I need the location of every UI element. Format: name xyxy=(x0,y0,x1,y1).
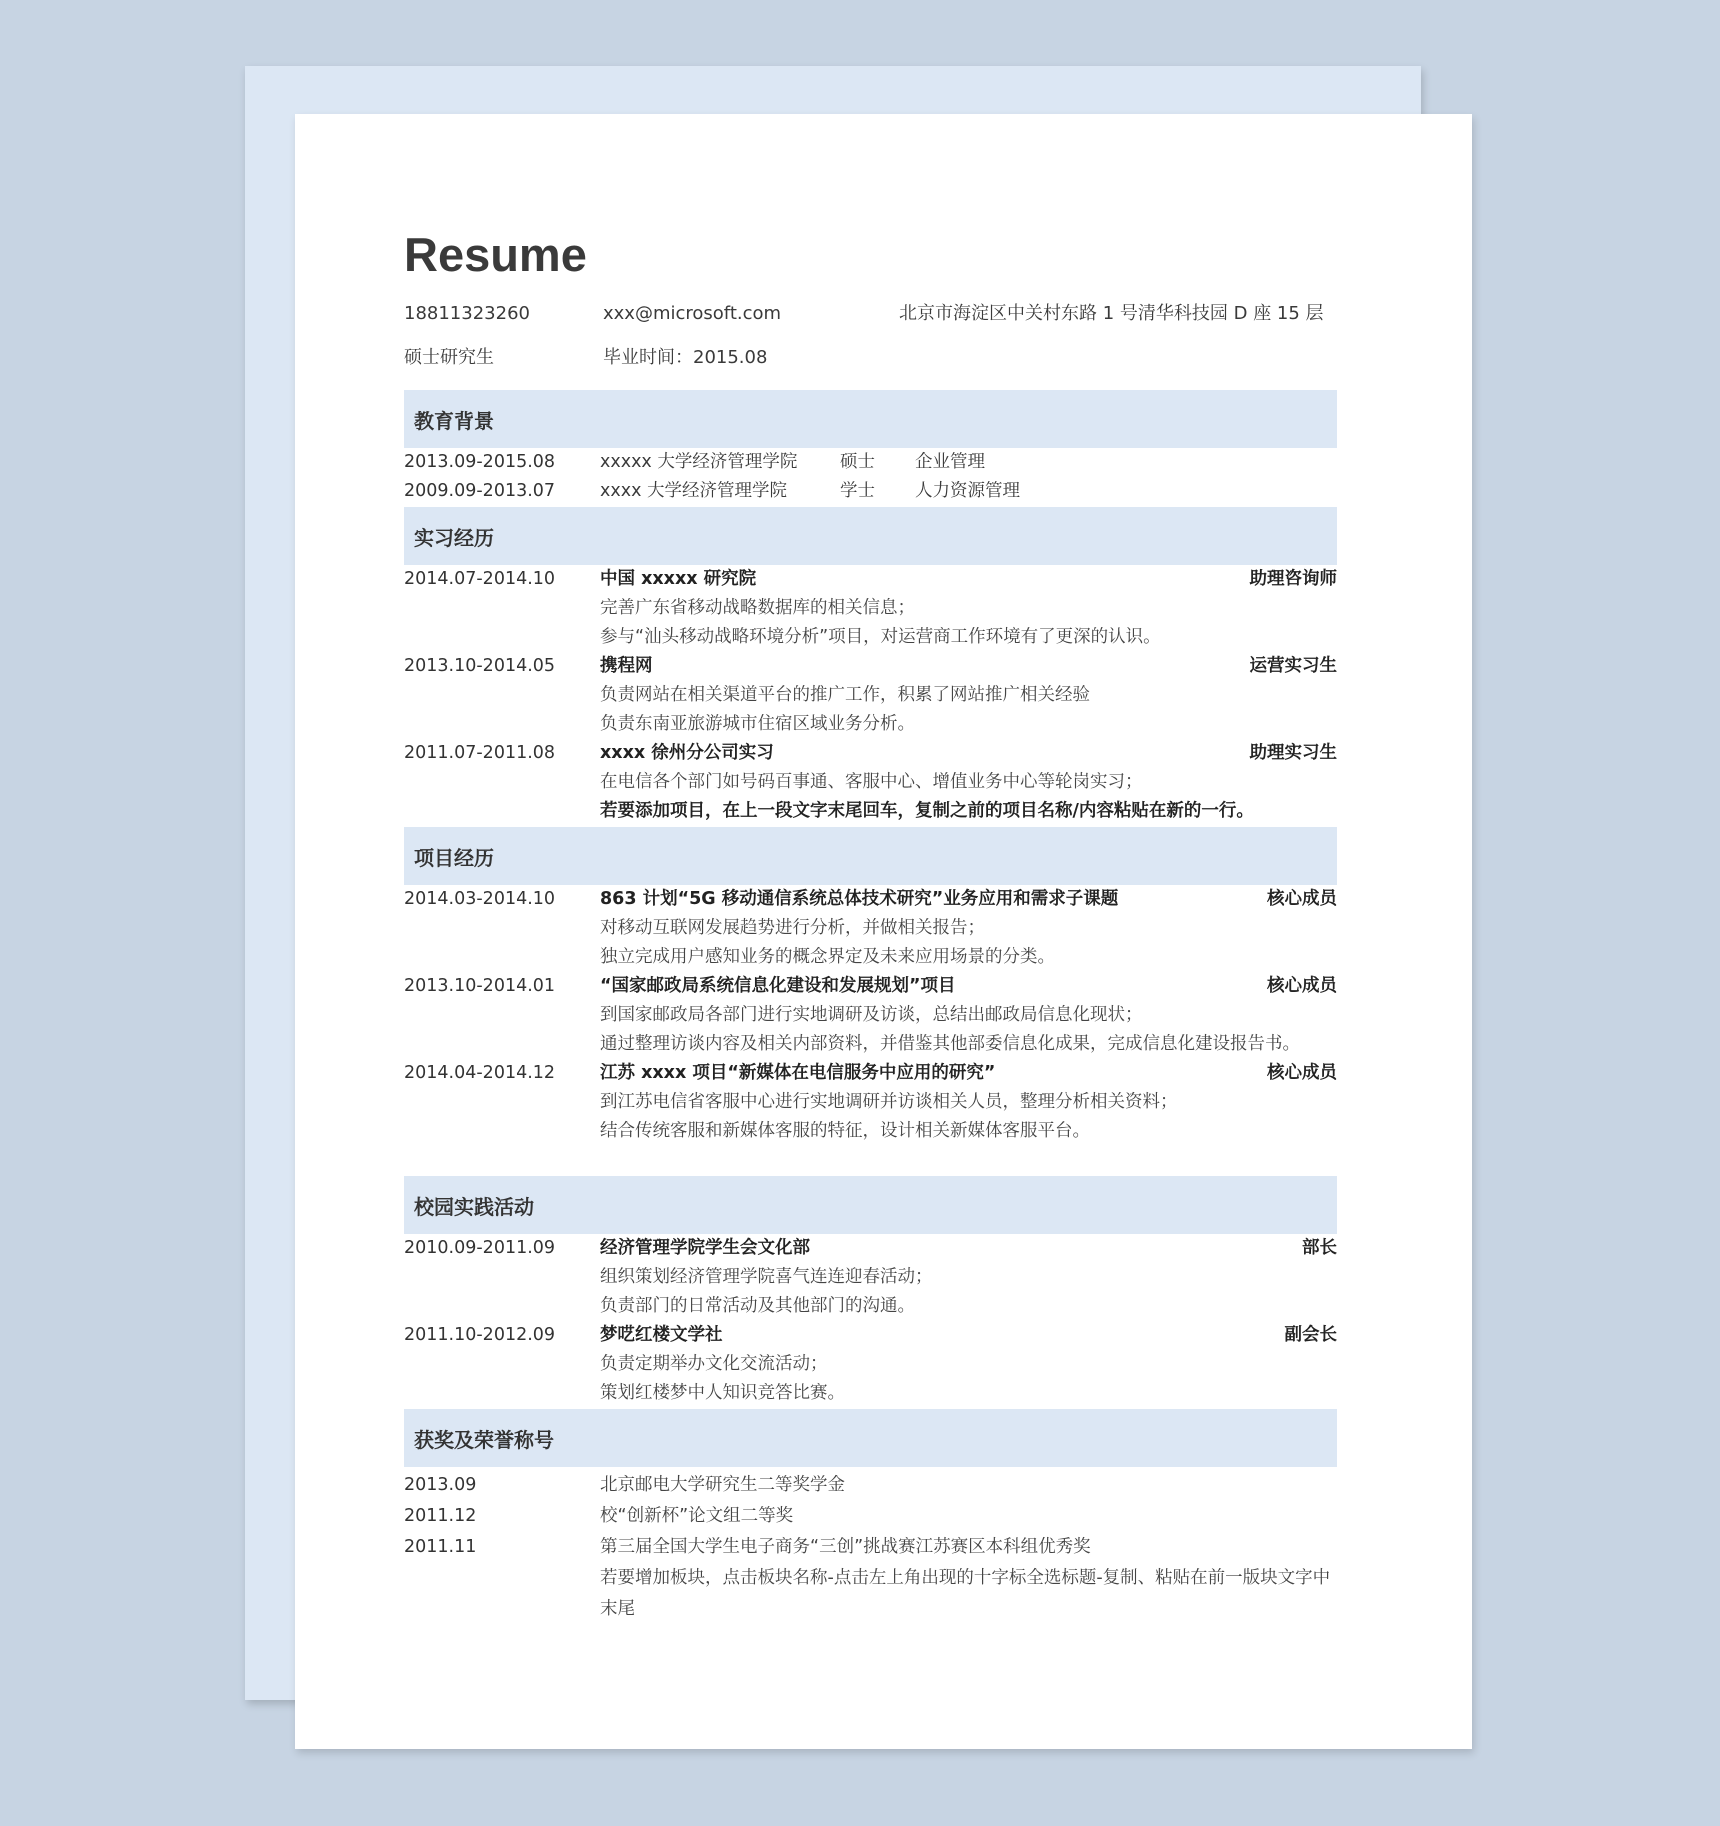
entry xyxy=(404,652,1337,739)
education-row xyxy=(404,448,1337,477)
degree: 硕士研究生 xyxy=(404,347,494,368)
projects-section xyxy=(404,827,1337,1146)
education-section xyxy=(404,390,1337,506)
entry-body xyxy=(600,1059,1337,1146)
education-row xyxy=(404,477,1337,506)
entry-header xyxy=(600,652,1337,681)
entry-line: 负责东南亚旅游城市住宿区域业务分析。 xyxy=(600,714,915,734)
award-row xyxy=(404,1532,1337,1563)
entry xyxy=(404,1234,1337,1321)
entry-body xyxy=(600,652,1337,739)
entry-role: 核心成员 xyxy=(1267,1063,1337,1083)
award-note: 若要增加板块，点击板块名称-点击左上角出现的十字标全选标题-复制、粘贴在前一版块文字中末尾 xyxy=(600,1568,1331,1619)
major: 企业管理 xyxy=(915,452,985,472)
address: 北京市海淀区中关村东路 1 号清华科技园 D 座 15 层 xyxy=(899,303,1324,324)
date: 2013.09-2015.08 xyxy=(404,452,556,472)
entry-role: 助理咨询师 xyxy=(1249,569,1337,589)
date: 2009.09-2013.07 xyxy=(404,481,556,501)
entry xyxy=(404,885,1337,972)
entry-role: 副会长 xyxy=(1284,1325,1337,1345)
entry xyxy=(404,565,1337,652)
entry xyxy=(404,1059,1337,1146)
entry-header xyxy=(600,972,1337,1001)
entry-name: 863 计划“5G 移动通信系统总体技术研究”业务应用和需求子课题 xyxy=(600,889,1119,909)
date: 2010.09-2011.09 xyxy=(404,1238,556,1258)
date: 2011.10-2012.09 xyxy=(404,1325,556,1345)
section-heading: 教育背景 xyxy=(404,390,1337,448)
entry-name: 中国 xxxxx 研究院 xyxy=(600,569,757,589)
entry-name: xxxx 徐州分公司实习 xyxy=(600,743,774,763)
section-heading: 校园实践活动 xyxy=(404,1176,1337,1234)
entry-header xyxy=(600,565,1337,594)
date: 2011.12 xyxy=(404,1506,477,1526)
entry-role: 核心成员 xyxy=(1267,889,1337,909)
date: 2011.07-2011.08 xyxy=(404,743,556,763)
entry-body xyxy=(600,972,1337,1059)
entry-header xyxy=(600,1234,1337,1263)
spacer xyxy=(404,1563,600,1625)
entry-name: 江苏 xxxx 项目“新媒体在电信服务中应用的研究” xyxy=(600,1063,996,1083)
entry-header xyxy=(600,885,1337,914)
campus-section xyxy=(404,1176,1337,1408)
school: xxxxx 大学经济管理学院 xyxy=(600,452,798,472)
date: 2014.04-2014.12 xyxy=(404,1063,556,1083)
major: 人力资源管理 xyxy=(915,481,1020,501)
award-note-row xyxy=(404,1563,1337,1625)
entry-line: 在电信各个部门如号码百事通、客服中心、增值业务中心等轮岗实习； xyxy=(600,772,1143,792)
entry-line: 完善广东省移动战略数据库的相关信息； xyxy=(600,598,915,618)
education-details xyxy=(600,448,1337,477)
entry xyxy=(404,972,1337,1059)
entry-role: 部长 xyxy=(1302,1238,1337,1258)
entry-name: “国家邮政局系统信息化建设和发展规划”项目 xyxy=(600,976,956,996)
award-row xyxy=(404,1501,1337,1532)
date: 2013.10-2014.05 xyxy=(404,656,556,676)
awards-section xyxy=(404,1409,1337,1625)
entry-line: 对移动互联网发展趋势进行分析，并做相关报告； xyxy=(600,918,985,938)
section-heading: 实习经历 xyxy=(404,507,1337,565)
entry-header xyxy=(600,739,1337,768)
entry-body xyxy=(600,565,1337,652)
entry-line: 到江苏电信省客服中心进行实地调研并访谈相关人员，整理分析相关资料； xyxy=(600,1092,1178,1112)
date: 2011.11 xyxy=(404,1537,477,1557)
internship-section xyxy=(404,507,1337,826)
award-text: 校“创新杯”论文组二等奖 xyxy=(600,1506,794,1526)
entry-header xyxy=(600,1321,1337,1350)
graduation-date: 毕业时间：2015.08 xyxy=(603,347,768,368)
entry-line: 负责网站在相关渠道平台的推广工作，积累了网站推广相关经验 xyxy=(600,685,1090,705)
award-row xyxy=(404,1470,1337,1501)
resume-page xyxy=(295,114,1472,1749)
email: xxx@microsoft.com xyxy=(603,303,782,324)
date: 2014.07-2014.10 xyxy=(404,569,556,589)
entry-line: 负责部门的日常活动及其他部门的沟通。 xyxy=(600,1296,915,1316)
degree: 硕士 xyxy=(840,452,875,472)
entry xyxy=(404,739,1337,826)
entry-line: 策划红楼梦中人知识竞答比赛。 xyxy=(600,1383,845,1403)
phone: 18811323260 xyxy=(404,303,530,324)
entry-body xyxy=(600,1321,1337,1408)
date: 2013.10-2014.01 xyxy=(404,976,556,996)
date: 2013.09 xyxy=(404,1475,477,1495)
entry-role: 助理实习生 xyxy=(1249,743,1337,763)
entry xyxy=(404,1321,1337,1408)
entry-line: 组织策划经济管理学院喜气连连迎春活动； xyxy=(600,1267,933,1287)
education-details xyxy=(600,477,1337,506)
entry-name: 梦呓红楼文学社 xyxy=(600,1325,723,1345)
degree: 学士 xyxy=(840,481,875,501)
entry-body xyxy=(600,1234,1337,1321)
entry-name: 经济管理学院学生会文化部 xyxy=(600,1238,810,1258)
section-heading: 获奖及荣誉称号 xyxy=(404,1409,1337,1467)
entry-role: 核心成员 xyxy=(1267,976,1337,996)
award-text: 第三届全国大学生电子商务“三创”挑战赛江苏赛区本科组优秀奖 xyxy=(600,1537,1091,1557)
entry-line: 通过整理访谈内容及相关内部资料，并借鉴其他部委信息化成果，完成信息化建设报告书。 xyxy=(600,1034,1300,1054)
section-heading: 项目经历 xyxy=(404,827,1337,885)
award-text: 北京邮电大学研究生二等奖学金 xyxy=(600,1475,845,1495)
entry-line: 独立完成用户感知业务的概念界定及未来应用场景的分类。 xyxy=(600,947,1055,967)
entry-line: 结合传统客服和新媒体客服的特征，设计相关新媒体客服平台。 xyxy=(600,1121,1090,1141)
entry-line: 负责定期举办文化交流活动； xyxy=(600,1354,828,1374)
entry-line: 参与“汕头移动战略环境分析”项目，对运营商工作环境有了更深的认识。 xyxy=(600,627,1161,647)
entry-name: 携程网 xyxy=(600,656,653,676)
resume-title: Resume xyxy=(404,228,587,281)
entry-body xyxy=(600,739,1337,826)
entry-line: 到国家邮政局各部门进行实地调研及访谈，总结出邮政局信息化现状； xyxy=(600,1005,1143,1025)
school: xxxx 大学经济管理学院 xyxy=(600,481,787,501)
entry-header xyxy=(600,1059,1337,1088)
entry-body xyxy=(600,885,1337,972)
date: 2014.03-2014.10 xyxy=(404,889,556,909)
entry-note: 若要添加项目，在上一段文字末尾回车，复制之前的项目名称/内容粘贴在新的一行。 xyxy=(600,801,1254,821)
entry-role: 运营实习生 xyxy=(1249,656,1337,676)
